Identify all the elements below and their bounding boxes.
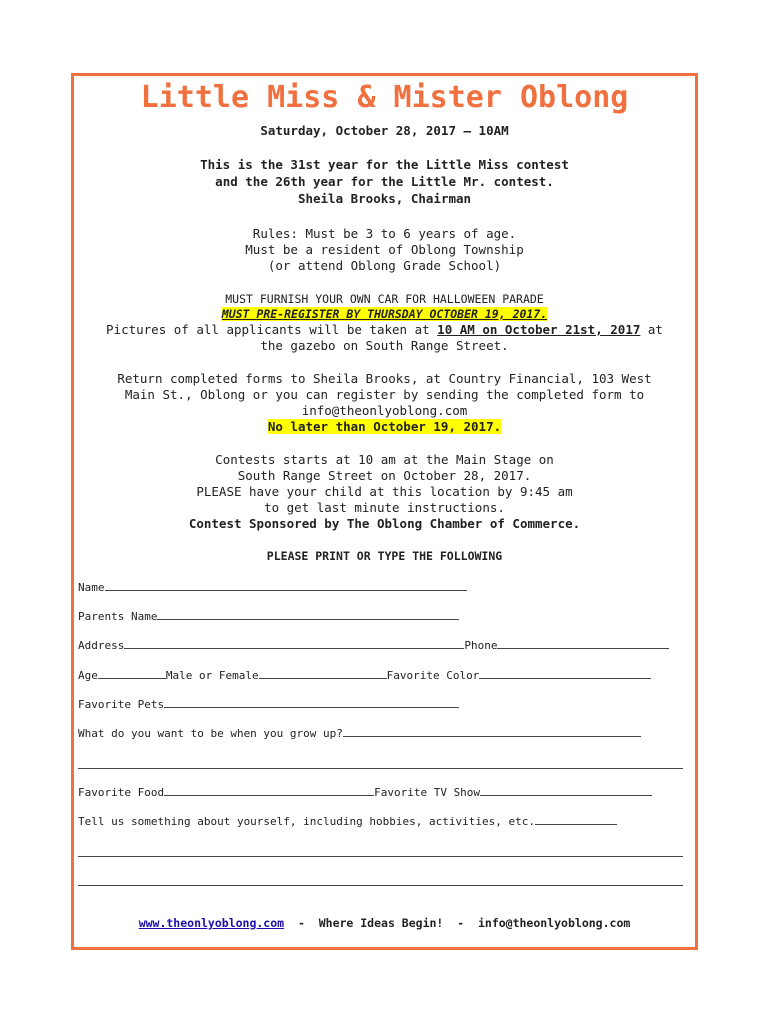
age-row [78, 667, 684, 683]
favorite-tv-label: Favorite TV Show [374, 786, 481, 799]
return-email: info@theonlyoblong.com [301, 403, 468, 418]
gender-label: Male or Female [165, 669, 259, 682]
favorite-color-label: Favorite Color [386, 669, 480, 682]
phone-label: Phone [464, 639, 498, 652]
rules-line-1: Rules: Must be 3 to 6 years of age. [252, 226, 517, 241]
gender-field[interactable] [259, 667, 387, 679]
intro-line-2: and the 26th year for the Little Mr. contest. [215, 174, 554, 189]
event-date: Saturday, October 28, 2017 – 10AM [260, 123, 509, 138]
intro-line-1: This is the 31st year for the Little Miss contest [200, 157, 569, 172]
pictures-before: Pictures of all applicants will be taken at [106, 322, 438, 337]
deadline-line [74, 419, 695, 435]
tell-us-extra-line-1[interactable] [78, 856, 683, 857]
age-label: Age [78, 669, 98, 682]
name-field[interactable] [105, 579, 467, 591]
grow-up-row [78, 725, 684, 741]
tell-us-field[interactable] [535, 813, 617, 825]
tell-us-label: Tell us something about yourself, including hobbies, activities, etc. [78, 815, 535, 828]
parents-name-label: Parents Name [78, 610, 158, 623]
pictures-after: at [640, 322, 663, 337]
parents-name-field[interactable] [157, 608, 459, 620]
favorite-food-label: Favorite Food [78, 786, 165, 799]
rules-line-3: (or attend Oblong Grade School) [267, 258, 502, 273]
footer-separator-1: - [284, 916, 319, 930]
return-line-2: Main St., Oblong or you can register by sending the completed form to [124, 387, 645, 402]
phone-field[interactable] [497, 637, 669, 649]
favorite-pets-field[interactable] [164, 696, 459, 708]
footer-separator-2: - [443, 916, 478, 930]
address-row [78, 637, 684, 653]
sponsor-line: Contest Sponsored by The Oblong Chamber of Commerce. [188, 516, 581, 531]
name-row [78, 579, 684, 595]
contest-line-4: to get last minute instructions. [264, 500, 505, 515]
grow-up-field[interactable] [343, 725, 641, 737]
favorite-pets-label: Favorite Pets [78, 698, 165, 711]
contest-line-1: Contests starts at 10 am at the Main Stage on [215, 452, 554, 467]
parents-name-row [78, 608, 684, 624]
footer [74, 916, 695, 930]
age-field[interactable] [98, 667, 166, 679]
preregister-text: MUST PRE-REGISTER BY THURSDAY OCTOBER 19, 2017. [221, 307, 548, 321]
rules-line-2: Must be a resident of Oblong Township [245, 242, 524, 257]
pictures-line-2: the gazebo on South Range Street. [260, 338, 509, 353]
flyer-title: Little Miss & Mister Oblong [140, 80, 629, 115]
form-heading: PLEASE PRINT OR TYPE THE FOLLOWING [266, 549, 503, 563]
preregister-notice [74, 306, 695, 322]
chairman-line: Sheila Brooks, Chairman [297, 191, 472, 206]
grow-up-label: What do you want to be when you grow up? [78, 727, 343, 740]
food-tv-row [78, 784, 684, 800]
grow-up-extra-line[interactable] [78, 768, 683, 769]
address-field[interactable] [124, 637, 464, 649]
deadline-text: No later than October 19, 2017. [267, 419, 502, 434]
pictures-line-1 [74, 322, 695, 338]
favorite-tv-field[interactable] [480, 784, 652, 796]
return-line-1: Return completed forms to Sheila Brooks, at Country Financial, 103 West [117, 371, 652, 386]
address-label: Address [78, 639, 125, 652]
footer-tagline: Where Ideas Begin! [318, 916, 444, 930]
tell-us-extra-line-2[interactable] [78, 885, 683, 886]
favorite-pets-row [78, 696, 684, 712]
pictures-when: 10 AM on October 21st, 2017 [437, 322, 641, 337]
favorite-color-field[interactable] [479, 667, 651, 679]
car-notice: MUST FURNISH YOUR OWN CAR FOR HALLOWEEN PARADE [225, 292, 544, 306]
footer-email: info@theonlyoblong.com [477, 916, 631, 930]
tell-us-row [78, 813, 684, 829]
name-label: Name [78, 581, 105, 594]
favorite-food-field[interactable] [164, 784, 374, 796]
website-link[interactable]: www.theonlyoblong.com [138, 916, 285, 930]
contest-line-2: South Range Street on October 28, 2017. [237, 468, 532, 483]
flyer-frame [71, 73, 698, 950]
contest-line-3: PLEASE have your child at this location by 9:45 am [196, 484, 573, 499]
